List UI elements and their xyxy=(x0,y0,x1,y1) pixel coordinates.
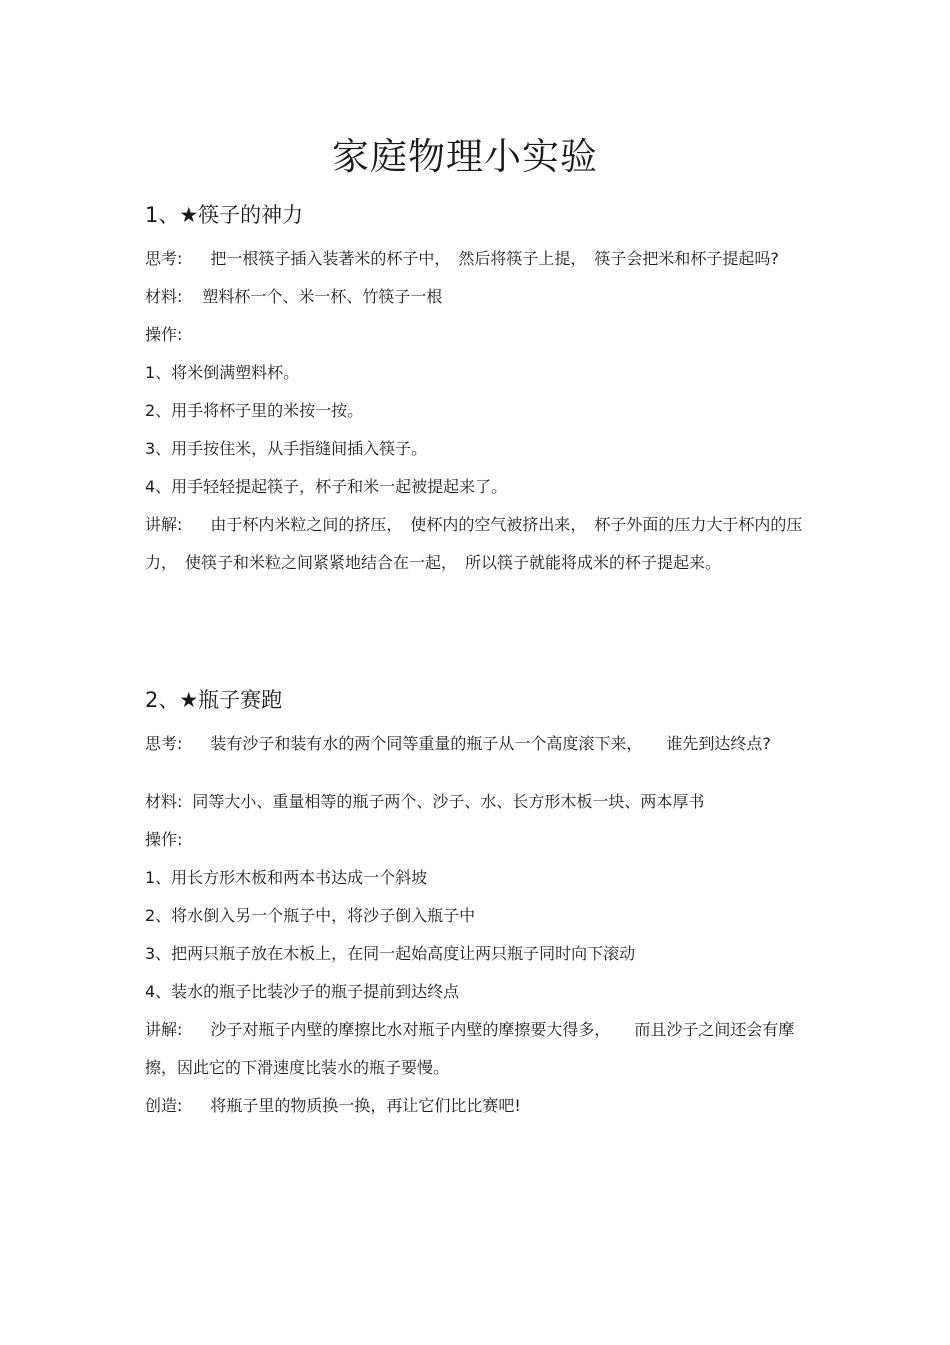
explain-label: 讲解: xyxy=(145,515,183,534)
step-item: 2、用手将杯子里的米按一按。 xyxy=(145,401,364,420)
step-item: 4、用手轻轻提起筷子，杯子和米一起被提起来了。 xyxy=(145,477,508,496)
material-line xyxy=(145,783,810,821)
section-heading: 2、★瓶子赛跑 xyxy=(145,688,283,712)
step-item: 1、用长方形木板和两本书达成一个斜坡 xyxy=(145,868,428,887)
think-text: 把一根筷子插入装著米的杯子中， 然后将筷子上提， 筷子会把米和杯子提起吗? xyxy=(210,249,779,268)
step-item: 1、将米倒满塑料杯。 xyxy=(145,363,300,382)
think-paragraph xyxy=(145,240,810,278)
material-text: 同等大小、重量相等的瓶子两个、沙子、水、长方形木板一块、两本厚书 xyxy=(192,792,705,811)
think-label: 思考: xyxy=(145,734,183,753)
explain-paragraph xyxy=(145,1011,810,1087)
think-paragraph xyxy=(145,725,810,763)
material-label: 材料: xyxy=(145,792,183,811)
operation-label: 操作: xyxy=(145,830,183,849)
explain-text: 由于杯内米粒之间的挤压， 使杯内的空气被挤出来， 杯子外面的压力大于杯内的压力， 使筷子和米粒之间紧紧地结合在一起， 所以筷子就能将成米的杯子提起来。 xyxy=(145,515,803,572)
think-text: 装有沙子和装有水的两个同等重量的瓶子从一个高度滚下来， 谁先到达终点? xyxy=(210,734,771,753)
step-item: 3、用手按住米，从手指缝间插入筷子。 xyxy=(145,439,428,458)
step-item: 3、把两只瓶子放在木板上，在同一起始高度让两只瓶子同时向下滚动 xyxy=(145,944,636,963)
explain-label: 讲解: xyxy=(145,1020,183,1039)
experiment-section-2 xyxy=(145,685,810,1125)
document-title: 家庭物理小实验 xyxy=(332,135,598,178)
material-label: 材料: xyxy=(145,287,183,306)
explain-text: 沙子对瓶子内壁的摩擦比水对瓶子内壁的摩擦要大得多， 而且沙子之间还会有摩擦，因此它的下滑速度比装水的瓶子要慢。 xyxy=(145,1020,795,1077)
create-label: 创造: xyxy=(145,1096,183,1115)
material-line xyxy=(145,278,810,316)
material-text: 塑料杯一个、米一杯、竹筷子一根 xyxy=(202,287,443,306)
create-text: 将瓶子里的物质换一换，再让它们比比赛吧! xyxy=(210,1096,521,1115)
step-item: 4、装水的瓶子比装沙子的瓶子提前到达终点 xyxy=(145,982,460,1001)
step-item: 2、将水倒入另一个瓶子中，将沙子倒入瓶子中 xyxy=(145,906,476,925)
experiment-section-1 xyxy=(145,200,810,582)
create-line xyxy=(145,1087,810,1125)
operation-label: 操作: xyxy=(145,325,183,344)
explain-paragraph xyxy=(145,506,810,582)
think-label: 思考: xyxy=(145,249,183,268)
section-heading: 1、★筷子的神力 xyxy=(145,203,304,227)
